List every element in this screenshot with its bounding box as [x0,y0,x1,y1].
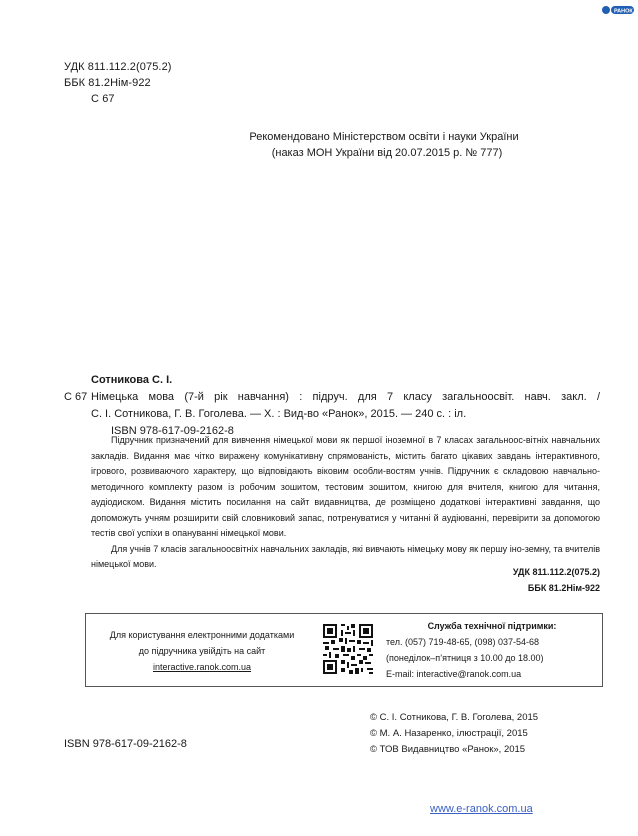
title-description [64,389,600,406]
tech-support-hours: (понеділок–п’ятниця з 10.00 до 18.00) [386,653,544,663]
annotation-paragraph-2: Для учнів 7 класів загальноосвітніх навчальних закладів, які вивчають німецьку мову як першу іно-земну, та вчителів німецької мови. [91,543,600,569]
copyright-block [370,710,538,758]
tech-support [386,618,598,682]
record-isbn: ISBN 978-617-09-2162-8 [111,425,234,437]
ranok-logo-icon [602,5,634,15]
classification-right [513,565,600,596]
electronic-supplements-box [85,613,603,687]
supplements-link[interactable]: interactive.ranok.com.ua [152,662,252,672]
udk-code-right: УДК 811.112.2(075.2) [512,567,600,577]
recommendation-line-1: Рекомендовано Міністерством освіти і науки України [249,131,519,143]
record-code: С 67 [64,391,88,403]
tech-support-email[interactable]: E-mail: interactive@ranok.com.ua [386,669,522,679]
annotation-paragraph-1: Підручник призначений для вивчення німецької мови як першої іноземної в 7 класах загальноос-вітніх навчальних закладів. Видання має чітко виражену комунікативну спрямованість, містить багато цікавих завдань інтерактивного, ігрового, розвиваючого характеру, що відповідають віковим особли-востям учнів. Підручник є складовою навчально-методичного комплекту разом із робочим зошитом, тестовим зошитом, книгою для вчителя, книгою для читання, аудіодиском. Видання містить посилання на сайт видавництва, де розміщено додаткові інтерактивні завдання, що допоможуть учням розширити свій словниковий запас, потренуватися у читанні й аудіюванні, перевірити за допомогою тестів свої успіхи в опануванні німецької мови. [91,435,600,538]
supplements-line-2: до підручника увійдіть на сайт [138,646,266,656]
bbk-code-right: ББК 81.2Нім-922 [527,582,600,593]
ministry-recommendation [0,129,638,161]
udk-code: УДК 811.112.2(075.2) [64,61,172,73]
author-heading: Сотникова С. І. [91,374,173,386]
author-mark: С 67 [91,93,115,105]
tech-support-phone: тел. (057) 719-48-65, (098) 037-54-68 [386,637,540,647]
isbn-bottom: ISBN 978-617-09-2162-8 [64,738,187,750]
copyright-authors: © С. І. Сотникова, Г. В. Гоголева, 2015 [370,712,539,723]
annotation [91,433,600,573]
classification-codes [64,59,172,107]
title-line-2: С. І. Сотникова, Г. В. Гоголева. — Х. : Вид-во «Ранок», 2015. — 240 с. : іл. [91,408,467,420]
recommendation-line-2: (наказ МОН України від 20.07.2015 р. № 777) [271,147,503,159]
copyright-publisher: © ТОВ Видавництво «Ранок», 2015 [370,744,526,755]
logo-text: РАНОК [614,8,633,15]
bibliographic-record [64,372,600,440]
title-line-1: Німецька мова (7-й рік навчання) : підруч. для 7 класу загальноосвіт. навч. закл. / [91,391,600,403]
publisher-logo [602,2,634,15]
qr-code-icon[interactable] [323,624,373,674]
copyright-illustrations: © М. А. Назаренко, ілюстрації, 2015 [370,728,528,739]
tech-support-title: Служба технічної підтримки: [427,621,557,631]
publisher-website-link[interactable]: www.e-ranok.com.ua [430,803,533,815]
supplements-info [86,627,318,675]
supplements-line-1: Для користування електронними додатками [109,630,295,640]
bbk-code: ББК 81.2Нім-922 [64,77,151,89]
